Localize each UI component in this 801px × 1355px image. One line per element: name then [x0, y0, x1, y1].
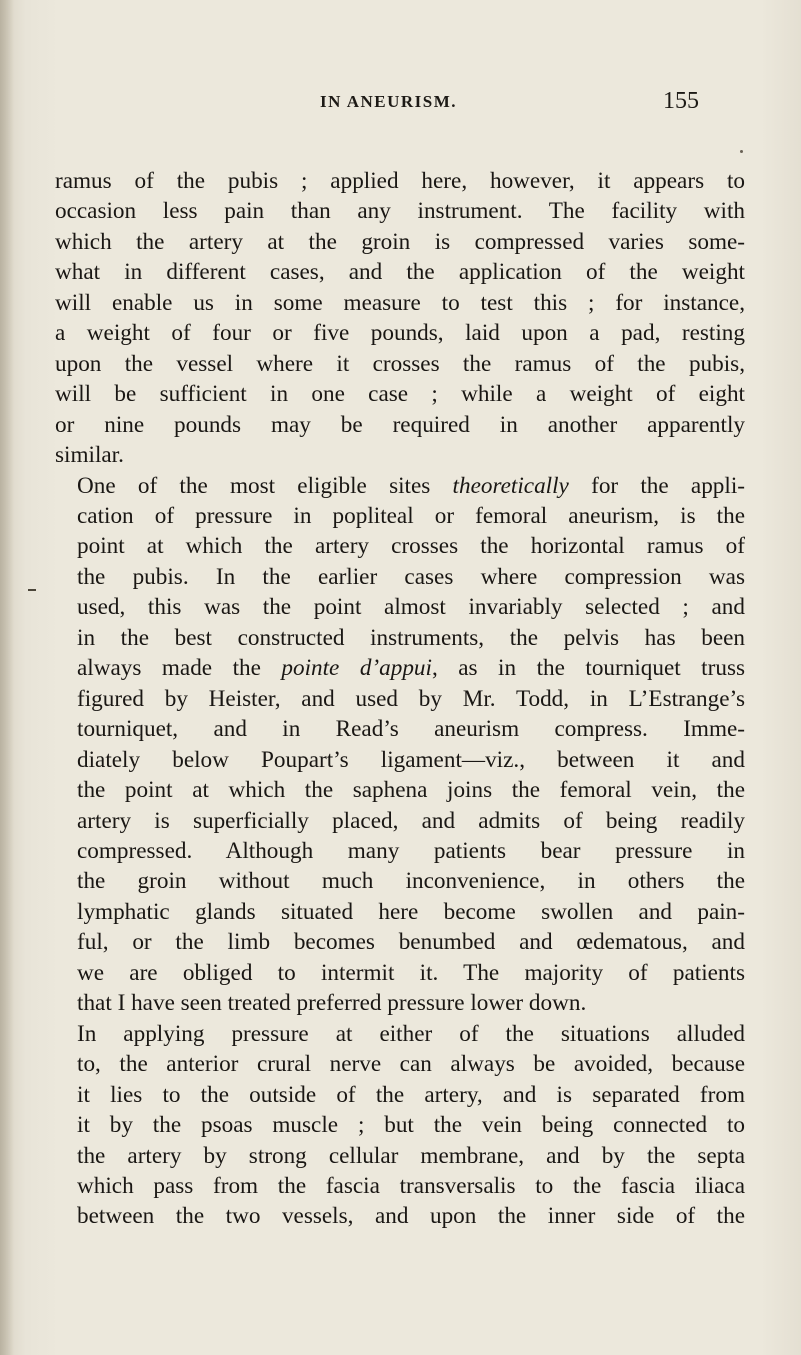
text-line: a weight of four or five pounds, laid upon a pad, resting — [55, 320, 745, 347]
text-run: for the appli- — [591, 472, 746, 499]
binding-gutter-shadow — [0, 0, 14, 1355]
text-line: we are obliged to intermit it. The majority of patients — [77, 959, 745, 986]
italic-term-theoretically: theoretically — [452, 472, 569, 499]
text-line: which the artery at the groin is compressed varies some- — [55, 228, 745, 255]
page-header — [140, 88, 740, 120]
italic-term-pointe-dappui: pointe d’appui — [281, 655, 432, 682]
text-line: artery is superficially placed, and admits of being readily — [77, 807, 745, 834]
text-line — [55, 653, 745, 683]
text-line: lymphatic glands situated here become swollen and pain- — [77, 898, 745, 925]
text-line: figured by Heister, and used by Mr. Todd, in L’Estrange’s — [77, 685, 745, 712]
text-line: similar. — [55, 442, 124, 469]
text-line: what in different cases, and the application of the weight — [55, 259, 745, 286]
text-line: in the best constructed instruments, the pelvis has been — [77, 624, 745, 651]
text-line: or nine pounds may be required in another apparently — [55, 411, 745, 438]
text-line: compressed. Although many patients bear pressure in — [77, 837, 745, 864]
text-line: it by the psoas muscle ; but the vein being connected to — [77, 1112, 745, 1139]
running-head: IN ANEURISM. — [320, 92, 458, 111]
text-run: always made the — [77, 655, 282, 682]
text-run: One of the most eligible sites — [77, 472, 453, 499]
text-line: the point at which the saphena joins the femoral vein, the — [77, 777, 745, 804]
paragraph-1 — [55, 166, 745, 471]
text-line: occasion less pain than any instrument. The facility with — [55, 198, 745, 225]
text-line: will be sufficient in one case ; while a weight of eight — [55, 381, 745, 408]
text-line: used, this was the point almost invariably selected ; and — [77, 594, 745, 621]
text-line — [55, 471, 745, 501]
text-run: , as in the tourniquet truss — [431, 655, 745, 682]
text-line: will enable us in some measure to test this ; for instance, — [55, 289, 745, 316]
text-line: upon the vessel where it crosses the ramus of the pubis, — [55, 350, 745, 377]
text-line: ramus of the pubis ; applied here, however, it appears to — [55, 168, 745, 194]
text-line: that I have seen treated preferred pressure lower down. — [77, 990, 587, 1017]
text-line: point at which the artery crosses the horizontal ramus of — [77, 533, 745, 560]
text-line: it lies to the outside of the artery, and is separated from — [77, 1081, 745, 1108]
text-line: the pubis. In the earlier cases where compression was — [77, 563, 745, 590]
text-line: between the two vessels, and upon the inner side of the — [77, 1203, 745, 1230]
text-line: ful, or the limb becomes benumbed and œdematous, and — [77, 929, 745, 956]
paragraph-3 — [55, 1019, 745, 1232]
margin-mark — [28, 589, 36, 591]
text-line: to, the anterior crural nerve can always be avoided, because — [77, 1051, 745, 1078]
paragraph-2 — [55, 471, 745, 1019]
paper-speck — [740, 150, 743, 153]
body-text — [55, 166, 745, 1232]
text-line: the artery by strong cellular membrane, and by the septa — [77, 1142, 745, 1169]
text-line: which pass from the fascia transversalis to the fascia iliaca — [77, 1172, 745, 1199]
text-line: cation of pressure in popliteal or femoral aneurism, is the — [77, 502, 745, 529]
text-line: the groin without much inconvenience, in others the — [77, 868, 745, 895]
page-number: 155 — [663, 88, 699, 114]
text-line: tourniquet, and in Read’s aneurism compress. Imme- — [77, 716, 745, 743]
text-line: In applying pressure at either of the situations alluded — [77, 1020, 745, 1047]
text-line: diately below Poupart’s ligament—viz., between it and — [77, 746, 745, 773]
